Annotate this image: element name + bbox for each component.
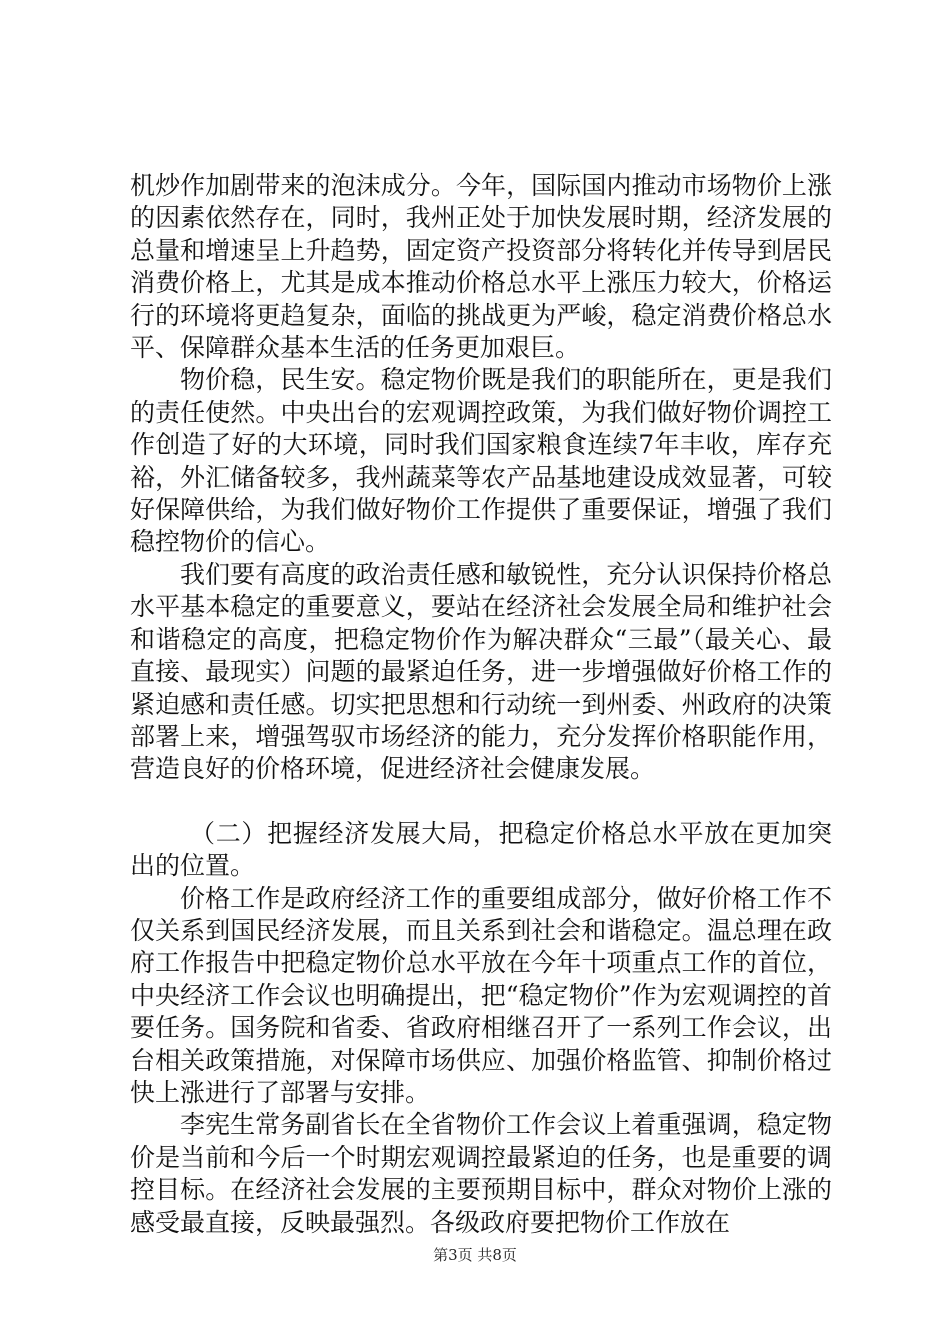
paragraph-gap — [130, 786, 832, 818]
section-heading-2: （二）把握经济发展大局，把稳定价格总水平放在更加突出的位置。 — [130, 818, 832, 881]
paragraph-3: 我们要有高度的政治责任感和敏锐性，充分认识保持价格总水平基本稳定的重要意义，要站在经济社会发展全局和维护社会和谐稳定的高度，把稳定物价作为解决群众“三最”（最关心、最直接、最现实）问题的最紧迫任务，进一步增强做好价格工作的紧迫感和责任感。切实把思想和行动统一到州委、州政府的决策部署上来，增强驾驭市场经济的能力，充分发挥价格职能作用，营造良好的价格环境，促进经济社会健康发展。 — [130, 559, 832, 784]
paragraph-1: 机炒作加剧带来的泡沫成分。今年，国际国内推动市场物价上涨的因素依然存在，同时，我州正处于加快发展时期，经济发展的总量和增速呈上升趋势，固定资产投资部分将转化并传导到居民消费价格上，尤其是成本推动价格总水平上涨压力较大，价格运行的环境将更趋复杂，面临的挑战更为严峻，稳定消费价格总水平、保障群众基本生活的任务更加艰巨。 — [130, 171, 832, 363]
paragraph-2: 物价稳，民生安。稳定物价既是我们的职能所在，更是我们的责任使然。中央出台的宏观调控政策，为我们做好物价调控工作创造了好的大环境，同时我们国家粮食连续7年丰收，库存充裕，外汇储备较多，我州蔬菜等农产品基地建设成效显著，可较好保障供给，为我们做好物价工作提供了重要保证，增强了我们稳控物价的信心。 — [130, 365, 832, 557]
page-number-footer: 第3页 共8页 — [433, 1246, 517, 1264]
paragraph-5: 李宪生常务副省长在全省物价工作会议上着重强调，稳定物价是当前和今后一个时期宏观调控最紧迫的任务，也是重要的调控目标。在经济社会发展的主要预期目标中，群众对物价上涨的感受最直接，反映最强烈。各级政府要把物价工作放在 — [130, 1110, 832, 1237]
document-body — [130, 170, 832, 1239]
paragraph-4: 价格工作是政府经济工作的重要组成部分，做好价格工作不仅关系到国民经济发展，而且关系到社会和谐稳定。温总理在政府工作报告中把稳定物价总水平放在今年十项重点工作的首位，中央经济工作会议也明确提出，把“稳定物价”作为宏观调控的首要任务。国务院和省委、省政府相继召开了一系列工作会议，出台相关政策措施，对保障市场供应、加强价格监管、抑制价格过快上涨进行了部署与安排。 — [130, 883, 832, 1107]
